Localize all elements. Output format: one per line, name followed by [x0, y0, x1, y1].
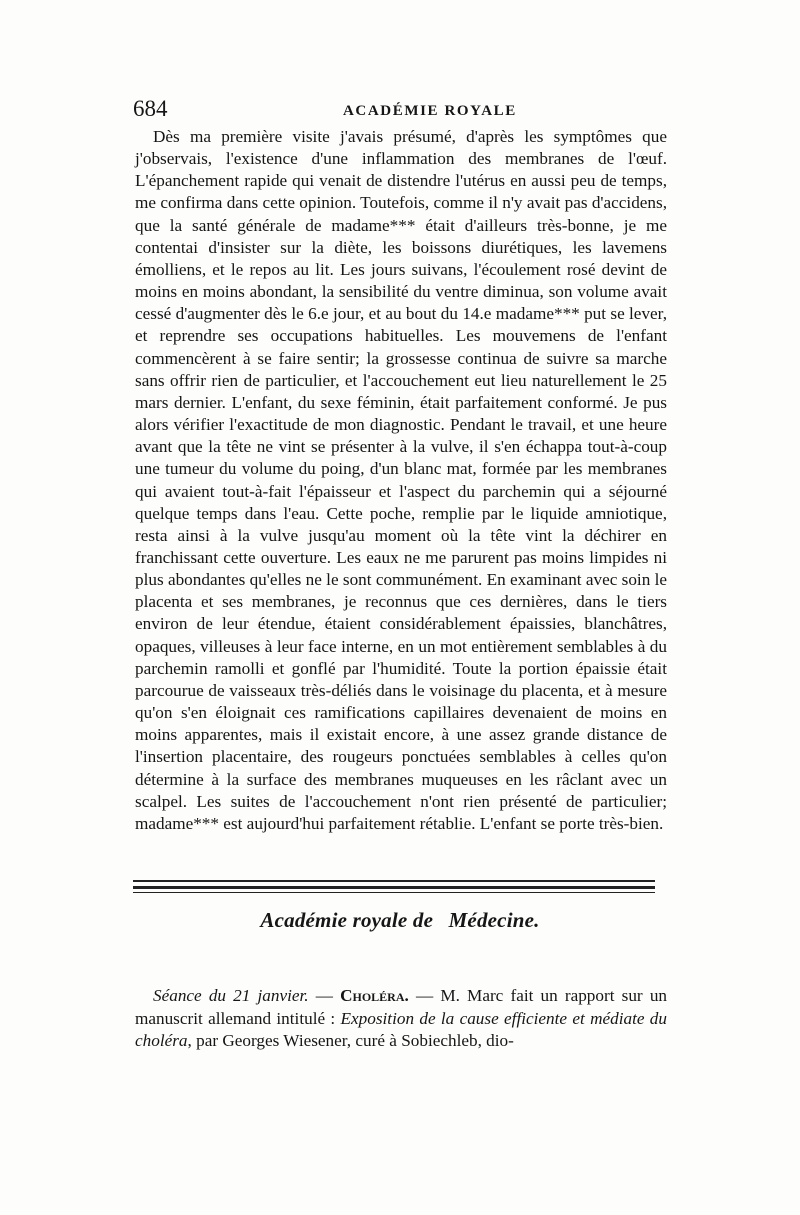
- manuscript-title: Exposition de la cause efficiente et médiate du choléra: [135, 1008, 667, 1050]
- session-topic: Choléra.: [340, 986, 409, 1005]
- session-paragraph: [135, 985, 667, 1053]
- section-heading-end: Médecine.: [448, 908, 540, 932]
- section-heading: [0, 908, 800, 933]
- case-report-paragraph: Dès ma première visite j'avais présumé, d'après les symptômes que j'observais, l'existence d'une inflammation des membranes de l'œuf. L'épanchement rapide qui venait de distendre l'utérus en aussi peu de temps, me confirma dans cette opinion. Toutefois, comme il n'y avait pas d'accidens, que la santé générale de madame*** était d'ailleurs très-bonne, je me contentai d'insister sur la diète, les boissons diurétiques, les lavemens émolliens, et le repos au lit. Les jours suivans, l'écoulement rosé devint de moins en moins abondant, la sensibilité du ventre diminua, son volume avait cessé d'augmenter dès le 6.e jour, et au bout du 14.e madame*** put se lever, et reprendre ses occupations habituelles. Les mouvemens de l'enfant commencèrent à se faire sentir; la grossesse continua de suivre sa marche sans offrir rien de particulier, et l'accouchement eut lieu naturellement le 25 mars dernier. L'enfant, du sexe féminin, était parfaitement conformé. Je pus alors vérifier l'exactitude de mon diagnostic. Pendant le travail, et une heure avant que la tête ne vint se présenter à la vulve, il s'en échappa tout-à-coup une tumeur du volume du poing, d'un blanc mat, formée par les membranes qui avaient tout-à-fait l'épaisseur et l'aspect du parchemin qui a séjourné quelque temps dans l'eau. Cette poche, remplie par le liquide amniotique, resta ainsi à la vulve jusqu'au moment où la tête vint la déchirer en franchissant cette ouverture. Les eaux ne me parurent pas moins limpides ni plus abondantes qu'elles ne le sont communément. En examinant avec soin le placenta et ses membranes, je reconnus que ces dernières, dans le tiers environ de leur étendue, étaient considérablement épaissies, blanchâtres, opaques, villeuses à leur face interne, en un mot entièrement semblables à du parchemin ramolli et gonflé par l'humidité. Toute la portion épaissie était parcourue de vaisseaux très-déliés dans le voisinage du placenta, et à mesure qu'on s'en éloignait ces ramifications capillaires devenaient de moins en moins apparentes, mais il existait encore, à une assez grande distance de l'insertion placentaire, des rougeurs ponctuées semblables à celles qu'on détermine à la surface des membranes muqueuses en les râclant avec un scalpel. Les suites de l'accouchement n'ont rien présenté de particulier; madame*** est aujourd'hui parfaitement rétablie. L'enfant se porte très-bien.: [135, 127, 667, 833]
- running-head: ACADÉMIE ROYALE: [343, 103, 517, 119]
- page-number: 684: [133, 96, 168, 121]
- session-text-intro: M. Marc fait un rapport sur un manuscrit allemand intitulé :: [135, 986, 668, 1028]
- section-heading-main: Académie royale de: [260, 908, 434, 932]
- session-date: Séance du 21 janvier.: [153, 986, 309, 1005]
- divider-rule-bottom: [133, 892, 655, 894]
- session-text-continued: , par Georges Wiesener, curé à Sobiechleb, dio-: [187, 1031, 514, 1050]
- page-header: [133, 96, 668, 126]
- section-divider: [133, 880, 655, 893]
- divider-rule-thick: [133, 886, 655, 889]
- dash-separator: —: [408, 986, 441, 1005]
- dash-separator: —: [308, 986, 341, 1005]
- divider-rule-top: [133, 880, 655, 882]
